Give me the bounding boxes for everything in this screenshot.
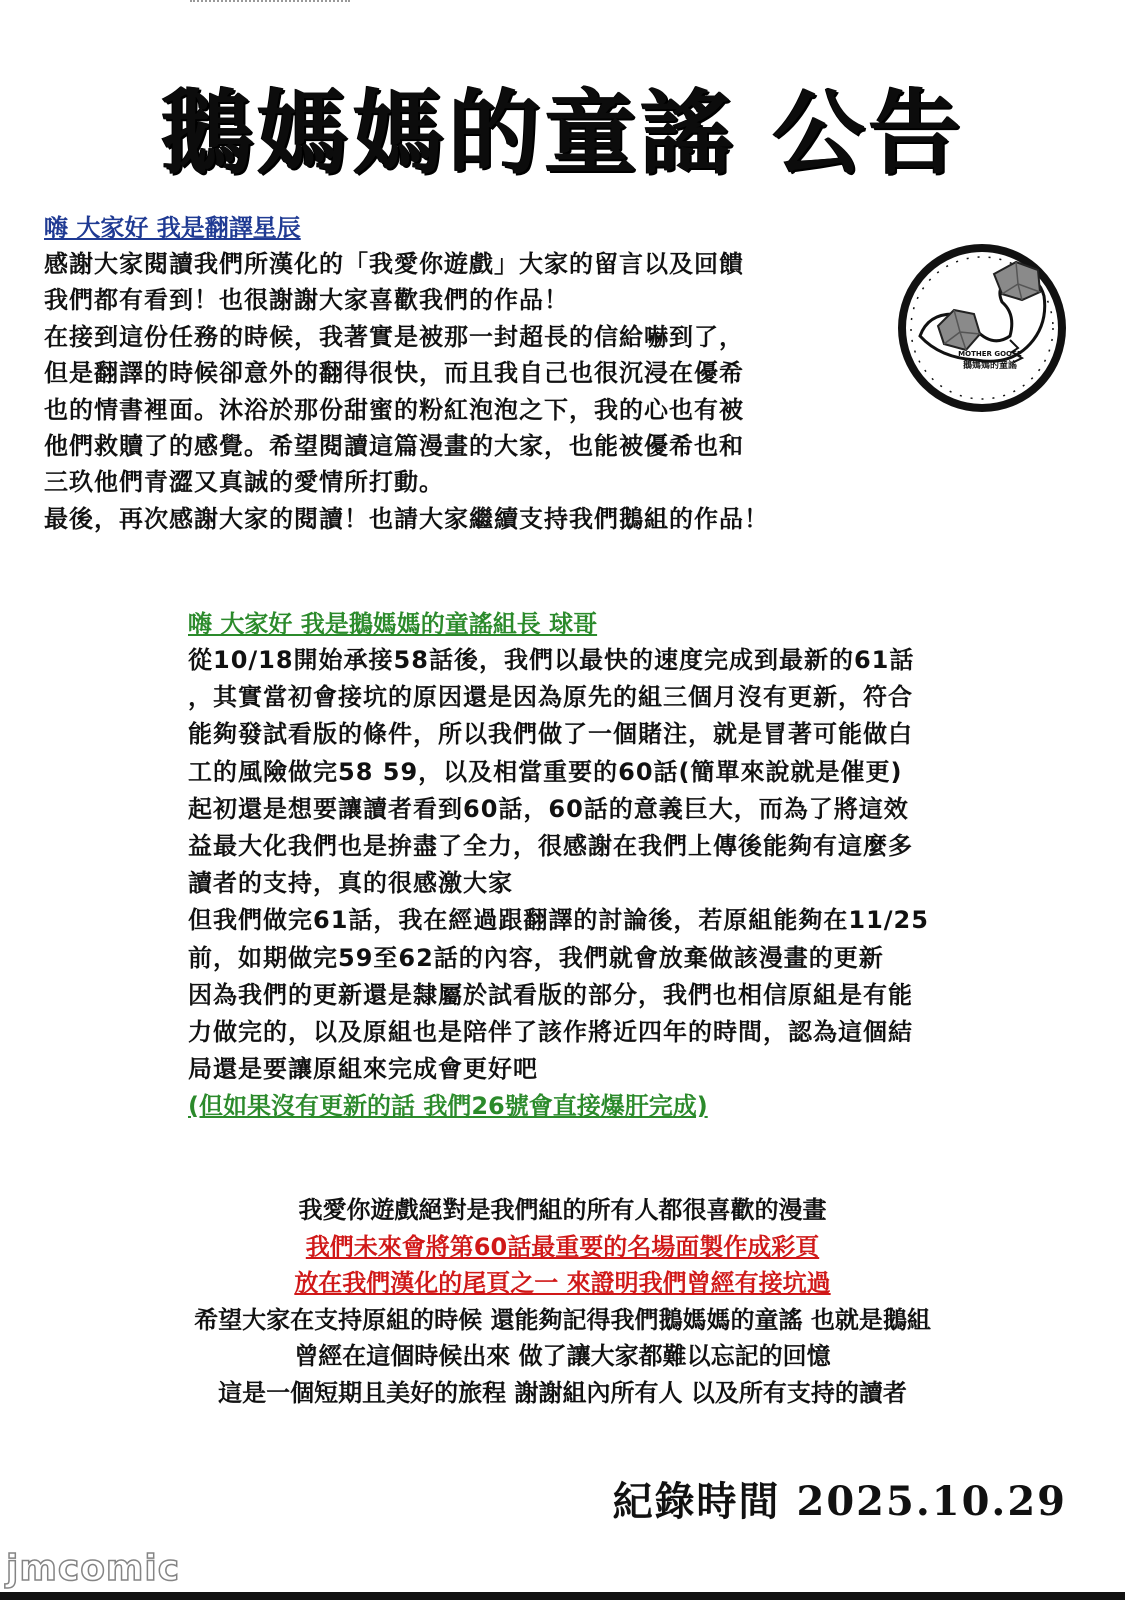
leader-line: 因為我們的更新還是隸屬於試看版的部分，我們也相信原組是有能 (188, 980, 913, 1009)
closing-red-line: 放在我們漢化的尾頁之一 來證明我們曾經有接坑過 (294, 1269, 831, 1298)
leader-line: 局還是要讓原組來完成會更好吧 (188, 1055, 538, 1084)
translator-line: 最後，再次感謝大家的閱讀！也請大家繼續支持我們鵝組的作品！ (44, 504, 769, 533)
record-date: 紀錄時間 2025.10.29 (612, 1478, 1067, 1525)
translator-line: 他們救贖了的感覺。希望閱讀這篇漫畫的大家，也能被優希也和 (44, 432, 744, 461)
leader-line: 工的風險做完58 59，以及相當重要的60話(簡單來說就是催更) (188, 757, 903, 786)
leader-line: 讀者的支持，真的很感激大家 (188, 869, 513, 898)
leader-line: 能夠發試看版的條件，所以我們做了一個賭注，就是冒著可能做白 (188, 720, 913, 749)
top-dots-decoration (190, 0, 350, 6)
translator-heading: 嗨 大家好 我是翻譯星辰 (44, 214, 301, 242)
translator-line: 在接到這份任務的時候，我著實是被那一封超長的信給嚇到了， (44, 322, 744, 351)
closing-red-line: 我們未來會將第60話最重要的名場面製作成彩頁 (305, 1232, 820, 1261)
leader-line: 起初還是想要讓讀者看到60話，60話的意義巨大，而為了將這效 (188, 794, 909, 823)
leader-line: 前，如期做完59至62話的內容，我們就會放棄做該漫畫的更新 (188, 943, 884, 972)
leader-line: 但我們做完61話，我在經過跟翻譯的討論後，若原組能夠在11/25 (188, 906, 929, 935)
leader-heading: 嗨 大家好 我是鵝媽媽的童謠組長 球哥 (188, 610, 598, 638)
translator-line: 三玖他們青澀又真誠的愛情所打動。 (44, 468, 444, 497)
translator-line: 我們都有看到！也很謝謝大家喜歡我們的作品！ (44, 286, 569, 315)
translator-line: 但是翻譯的時候卻意外的翻得很快，而且我自己也很沉浸在優希 (44, 359, 744, 388)
leader-note: (但如果沒有更新的話 我們26號會直接爆肝完成) (188, 1092, 708, 1121)
closing-line: 我愛你遊戲絕對是我們組的所有人都很喜歡的漫畫 (298, 1196, 827, 1224)
closing-message (0, 1192, 1125, 1412)
leader-line: 益最大化我們也是拚盡了全力，很感謝在我們上傳後能夠有這麼多 (188, 832, 913, 861)
leader-line: 從10/18開始承接58話後，我們以最快的速度完成到最新的61話 (188, 646, 915, 674)
page-title: 鵝媽媽的童謠 公告 (160, 79, 965, 187)
watermark-logo: jmcomic (6, 1548, 181, 1589)
leader-line: ，其實當初會接坑的原因還是因為原先的組三個月沒有更新，符合 (188, 683, 913, 712)
closing-line: 這是一個短期且美好的旅程 謝謝組內所有人 以及所有支持的讀者 (218, 1378, 907, 1407)
logo-text-zh: 鵝媽媽的童謠 (962, 361, 1018, 371)
translator-line: 感謝大家閱讀我們所漢化的「我愛你遊戲」大家的留言以及回饋 (44, 250, 744, 278)
closing-line: 希望大家在支持原組的時候 還能夠記得我們鵝媽媽的童謠 也就是鵝組 (194, 1305, 931, 1334)
closing-line: 曾經在這個時候出來 做了讓大家都難以忘記的回憶 (294, 1342, 831, 1371)
translator-line: 也的情書裡面。沐浴於那份甜蜜的粉紅泡泡之下，我的心也有被 (44, 395, 744, 424)
translator-message (44, 210, 1074, 537)
leader-line: 力做完的，以及原組也是陪伴了該作將近四年的時間，認為這個結 (188, 1018, 913, 1047)
bottom-bar (0, 1592, 1125, 1600)
logo-text-en: MOTHER GOOSE (958, 350, 1022, 358)
leader-message (188, 606, 1088, 1125)
